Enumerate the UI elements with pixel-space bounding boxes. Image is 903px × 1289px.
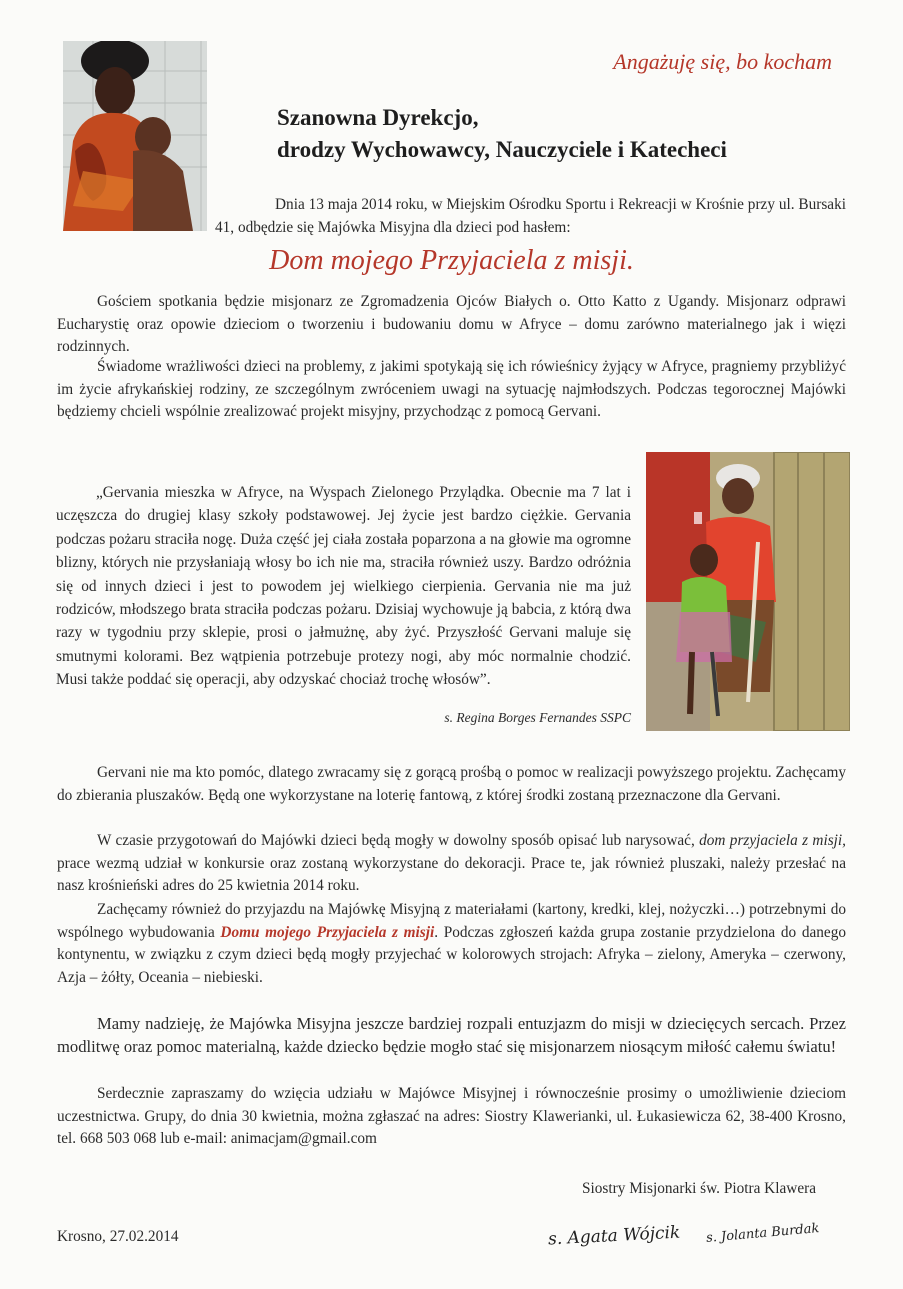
- preparations-text-2: prace wezmą udział w konkursie oraz zostaną wykorzystane do dekoracji. Prace te, jak również pluszaki, należy przesłać na nasz krośnieński adres do 25 kwietnia 2014 roku.: [57, 854, 846, 894]
- organization-name: Siostry Misjonarki św. Piotra Klawera: [582, 1180, 816, 1197]
- preparations-text-1: W czasie przygotowań do Majówki dzieci będą mogły w dowolny sposób opisać lub narysować,: [97, 832, 700, 849]
- greeting-line-1: Szanowna Dyrekcjo,: [277, 105, 479, 130]
- paragraph-preparations: [57, 830, 846, 898]
- place-date: Krosno, 27.02.2014: [57, 1228, 179, 1245]
- paragraph-appeal: Gervani nie ma kto pomóc, dlatego zwracamy się z gorącą prośbą o pomoc w realizacji powyższego projektu. Zachęcamy do zbierania pluszaków. Będą one wykorzystane na loterię fantową, z której środki zostaną przeznaczone dla Gervani.: [57, 764, 846, 804]
- event-announcement: Dnia 13 maja 2014 roku, w Miejskim Ośrodku Sportu i Rekreacji w Krośnie przy ul. Bursaki 41, odbędzie się Majówka Misyjna dla dzieci pod hasłem:: [215, 196, 846, 236]
- preparations-italic: dom przyjaciela z misji,: [699, 832, 846, 849]
- invitation-text-1: Zachęcamy również do przyjazdu na Majówkę Misyjną z materiałami (kartony, kredki, klej, nożyczki…) potrzebnymi do wspólnego wybudowania: [57, 901, 846, 941]
- invitation-emphasis: Domu mojego Przyjaciela z misji: [220, 923, 435, 941]
- paragraph-registration: Serdecznie zapraszamy do wzięcia udziału w Majówce Misyjnej i równocześnie prosimy o umożliwienie dzieciom uczestnictwa. Grupy, do dnia 30 kwietnia, można zgłaszać na adres: Siostry Klawerianki, ul. Łukasiewicza 62, 38-400 Krosno, tel. 668 503 068 lub e-mail: animacjam@gmail.com: [57, 1085, 846, 1147]
- gervania-story-quote: „Gervania mieszka w Afryce, na Wyspach Zielonego Przylądka. Obecnie ma 7 lat i uczęszcza do drugiej klasy szkoły podstawowej. Jej życie jest bardzo ciężkie. Gervania podczas pożaru straciła nogę. Duża część jej ciała została poparzona a na głowie ma ogromne blizny, których nie przysłaniają włosy bo ich nie ma, straciła również uszy. Bardzo odróżnia się od innych dzieci i jest to powodem jej wielkiego cierpienia. Gervania nie ma już rodziców, młodszego brata straciła podczas pożaru. Dzisiaj wychowuje ją babcia, z którą dwa razy w tygodniu przy sklepie, prosi o jałmużnę, aby żyć. Przyszłość Gervani maluje się smutnymi kolorami. Bez wątpienia potrzebuje protezy nogi, aby móc normalnie chodzić. Musi także poddać się operacji, aby odzyskać chociaż trochę włosów”.: [56, 484, 631, 689]
- greeting: [277, 102, 837, 166]
- quote-author: s. Regina Borges Fernandes SSPC: [444, 710, 631, 725]
- signature-agata: s. Agata Wójcik: [547, 1222, 681, 1250]
- event-title: Dom mojego Przyjaciela z misji.: [269, 245, 634, 276]
- paragraph-invitation: [57, 899, 846, 989]
- invitation-text-2: . Podczas zgłoszeń każda grupa zostanie przydzielona do danego kontynentu, w związku z czym dzieci będą mogły przyjechać w kolorowych strojach: Afryka – zielony, Ameryka – czerwony, Azja – żółty, Oceania – niebieski.: [57, 923, 846, 986]
- paragraph-guest: Gościem spotkania będzie misjonarz ze Zgromadzenia Ojców Białych o. Otto Katto z Ugandy. Misjonarz odprawi Eucharystię oraz opowie dzieciom o tworzeniu i budowaniu domu w Afryce – domu zarówno materialnego jak i więzi rodzinnych.: [57, 293, 846, 355]
- motto: Angażuję się, bo kocham: [613, 49, 832, 74]
- paragraph-project: Świadome wrażliwości dzieci na problemy, z jakimi spotykają się ich rówieśnicy żyjący w Afryce, pragniemy przybliżyć im życie afrykańskiej rodziny, ze szczególnym zwróceniem uwagi na sytuację najmłodszych. Podczas tegorocznej Majówki będziemy chcieli wspólnie zrealizować projekt misyjny, przychodząc z pomocą Gervani.: [57, 358, 846, 420]
- greeting-line-2: drodzy Wychowawcy, Nauczyciele i Katecheci: [277, 137, 727, 162]
- photo-mother-child: [63, 41, 207, 231]
- signature-jolanta: s. Jolanta Burdak: [705, 1221, 820, 1246]
- photo-grandmother-girl: [646, 452, 850, 731]
- paragraph-hope: Mamy nadzieję, że Majówka Misyjna jeszcze bardziej rozpali entuzjazm do misji w dziecięcych sercach. Przez modlitwę oraz pomoc materialną, każde dziecko będzie mogło stać się misjonarzem niosącym miłość całemu światu!: [57, 1014, 846, 1056]
